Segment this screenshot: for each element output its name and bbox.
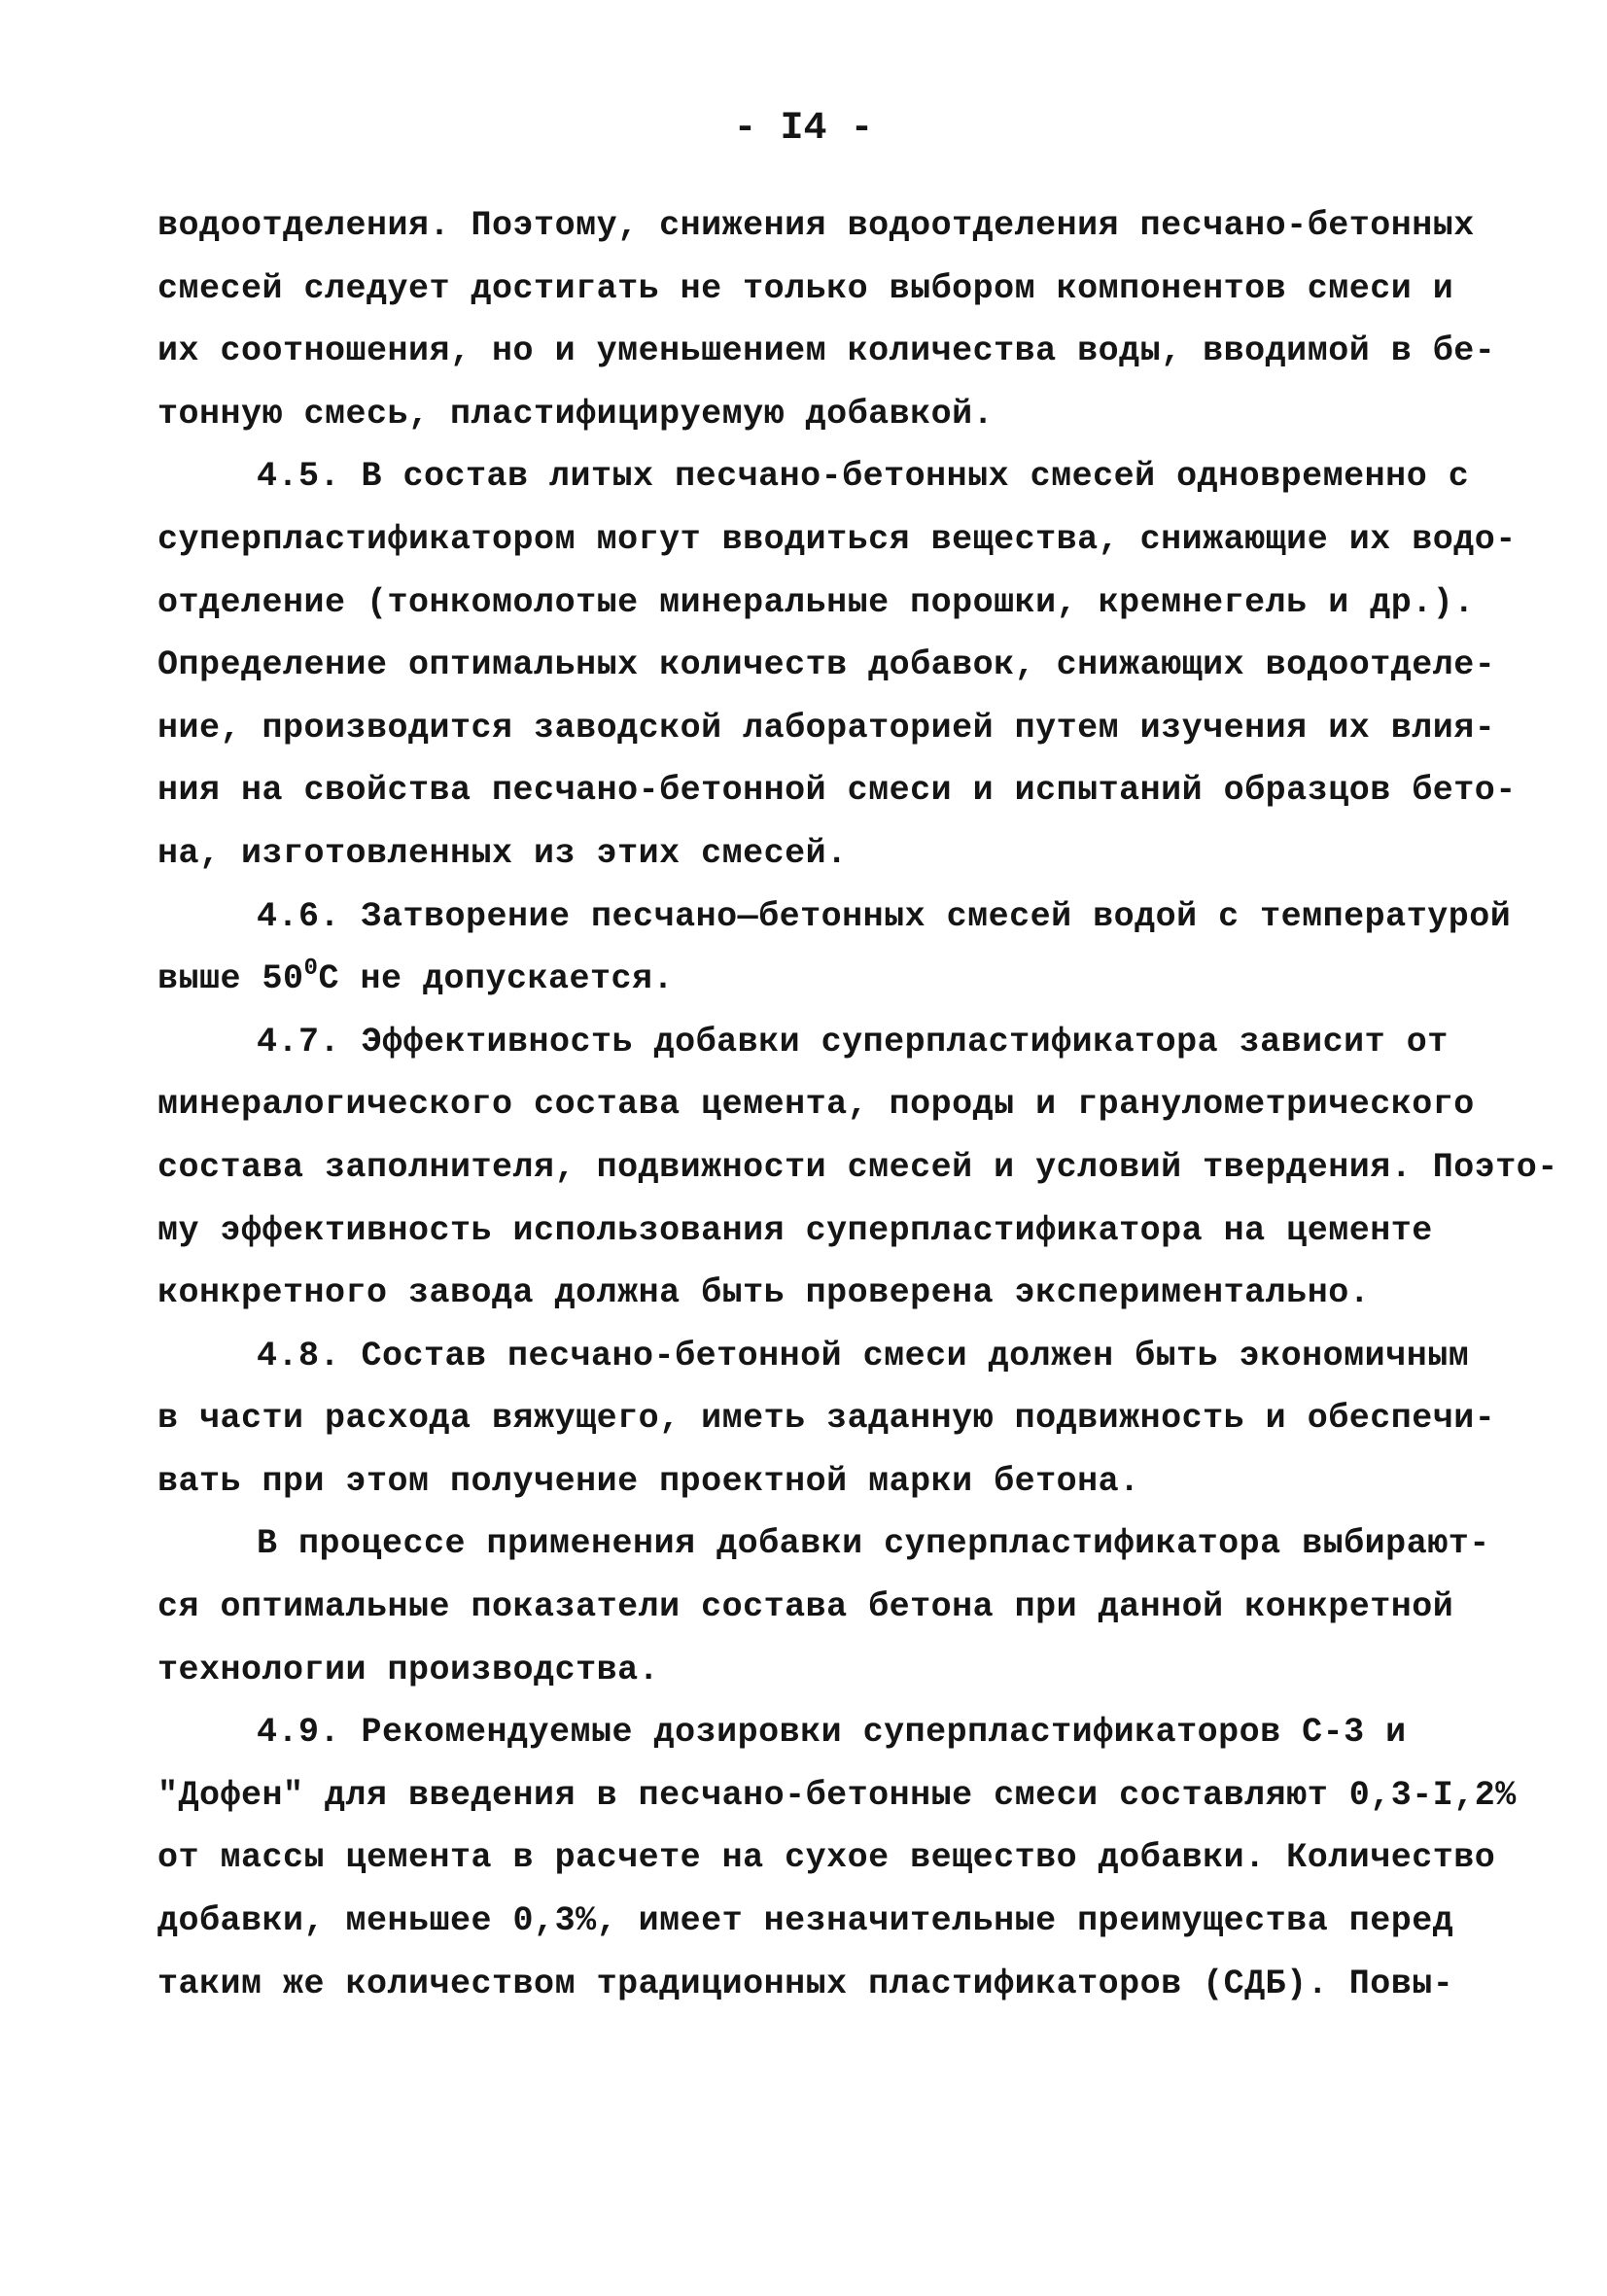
text-line: водоотделения. Поэтому, снижения водоотделения песчано-бетонных	[157, 206, 1475, 245]
text-line: Определение оптимальных количеств добавок, снижающих водоотделе-	[157, 645, 1496, 685]
text-line: от массы цемента в расчете на сухое вещество добавки. Количество	[157, 1838, 1496, 1878]
text-line: "Дофен" для введения в песчано-бетонные смеси составляют 0,3-I,2%	[157, 1775, 1517, 1815]
text-line: вать при этом получение проектной марки бетона.	[157, 1461, 1140, 1501]
paragraph-4-9	[157, 1701, 1517, 2015]
text-fragment: выше 50	[157, 959, 304, 999]
text-line: му эффективность использования суперпластификатора на цементе	[157, 1210, 1433, 1250]
text-line: 4.9. Рекомендуемые дозировки суперпластификаторов С-3 и	[257, 1713, 1407, 1753]
text-line: на, изготовленных из этих смесей.	[157, 833, 848, 873]
paragraph-4-8	[157, 1325, 1496, 1513]
text-line: 4.5. В состав литых песчано-бетонных смесей одновременно с	[257, 457, 1470, 497]
text-line: добавки, меньшее 0,3%, имеет незначительные преимущества перед	[157, 1901, 1454, 1941]
text-line: 4.7. Эффективность добавки суперпластификатора зависит от	[257, 1022, 1449, 1061]
text-line-with-superscript	[157, 948, 1450, 1011]
text-line: минералогического состава цемента, породы и гранулометрического	[157, 1085, 1475, 1125]
text-line: технологии производства.	[157, 1650, 660, 1689]
text-line: 4.8. Состав песчано-бетонной смеси должен быть экономичным	[257, 1336, 1470, 1375]
text-line: таким же количеством традиционных пластификаторов (СДБ). Повы-	[157, 1964, 1454, 2003]
body-text	[157, 194, 1558, 2015]
degree-superscript: 0	[303, 956, 319, 983]
paragraph-4-5	[157, 445, 1517, 885]
text-line: ся оптимальные показатели состава бетона при данной конкретной	[157, 1587, 1454, 1627]
text-line: состава заполнителя, подвижности смесей и условий твердения. Поэто-	[157, 1147, 1558, 1187]
text-line: в части расхода вяжущего, иметь заданную подвижность и обеспечи-	[157, 1399, 1496, 1439]
text-line: ния на свойства песчано-бетонной смеси и испытаний образцов бето-	[157, 771, 1517, 811]
text-line: смесей следует достигать не только выбором компонентов смеси и	[157, 268, 1454, 308]
paragraph-4-6	[157, 886, 1512, 1011]
text-line: суперпластификатором могут вводиться вещества, снижающие их водо-	[157, 519, 1517, 559]
text-line: В процессе применения добавки суперпластификатора выбирают-	[257, 1524, 1490, 1564]
text-line: ние, производится заводской лабораторией путем изучения их влия-	[157, 708, 1496, 748]
text-fragment: С не допускается.	[318, 959, 674, 999]
text-line: 4.6. Затворение песчано—бетонных смесей водой с температурой	[257, 896, 1512, 936]
paragraph-4-7	[157, 1011, 1558, 1325]
paragraph-continuation	[157, 194, 1496, 445]
text-line: тонную смесь, пластифицируемую добавкой.	[157, 394, 995, 434]
page-number: - I4 -	[733, 107, 874, 151]
paragraph-process	[157, 1513, 1490, 1701]
text-line: их соотношения, но и уменьшением количества воды, вводимой в бе-	[157, 331, 1496, 371]
text-line: конкретного завода должна быть проверена экспериментально.	[157, 1273, 1371, 1313]
text-line: отделение (тонкомолотые минеральные порошки, кремнегель и др.).	[157, 582, 1475, 622]
